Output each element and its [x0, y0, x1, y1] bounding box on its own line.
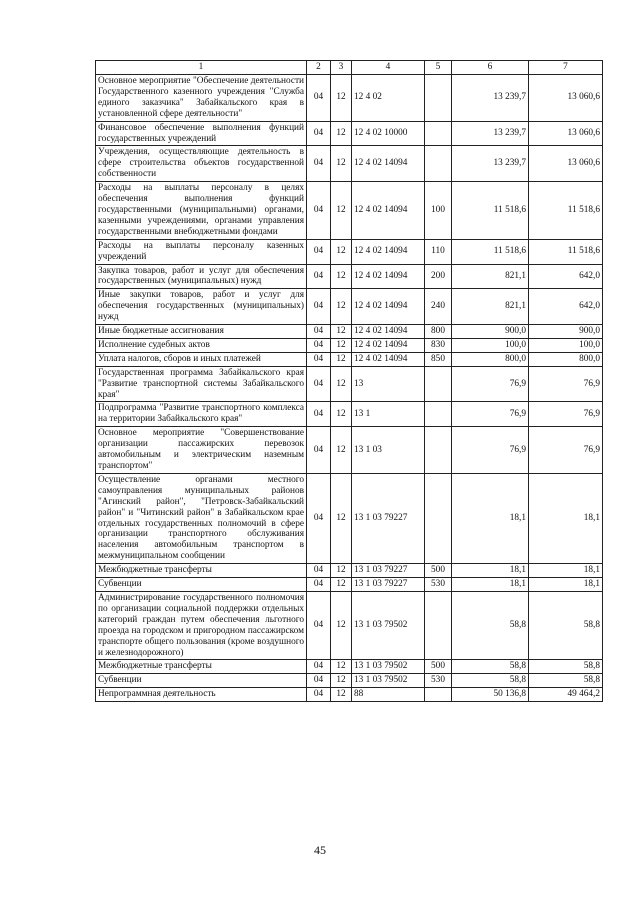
target-article-code: 13 1 03 79227	[352, 578, 425, 592]
header-cell: 5	[425, 61, 452, 75]
subsection-code: 12	[331, 75, 352, 122]
amount-year-2: 11 518,6	[529, 239, 603, 264]
expense-type-code	[425, 75, 452, 122]
table-row	[96, 427, 603, 474]
row-description: Расходы на выплаты персоналу в целях обеспечения выполнения функций государственными (муниципальными) органами, казенными учреждениями, органами управления государственными внебюджетными фондами	[96, 182, 307, 240]
amount-year-2: 58,8	[529, 674, 603, 688]
amount-year-1: 18,1	[452, 578, 529, 592]
section-code: 04	[307, 564, 331, 578]
table-row	[96, 75, 603, 122]
section-code: 04	[307, 239, 331, 264]
amount-year-1: 821,1	[452, 264, 529, 289]
subsection-code: 12	[331, 146, 352, 182]
row-description: Финансовое обеспечение выполнения функций государственных учреждений	[96, 121, 307, 146]
target-article-code: 12 4 02 14094	[352, 264, 425, 289]
section-code: 04	[307, 338, 331, 352]
section-code: 04	[307, 578, 331, 592]
amount-year-2: 642,0	[529, 289, 603, 325]
table-row	[96, 660, 603, 674]
section-code: 04	[307, 325, 331, 339]
section-code: 04	[307, 402, 331, 427]
section-code: 04	[307, 427, 331, 474]
amount-year-1: 58,8	[452, 591, 529, 659]
amount-year-1: 100,0	[452, 338, 529, 352]
subsection-code: 12	[331, 366, 352, 402]
expense-type-code	[425, 402, 452, 427]
row-description: Подпрограмма "Развитие транспортного комплекса на территории Забайкальского края"	[96, 402, 307, 427]
table-row	[96, 325, 603, 339]
target-article-code: 88	[352, 688, 425, 702]
expense-type-code: 530	[425, 674, 452, 688]
target-article-code: 13 1 03 79502	[352, 674, 425, 688]
expense-type-code	[425, 591, 452, 659]
section-code: 04	[307, 352, 331, 366]
amount-year-1: 800,0	[452, 352, 529, 366]
amount-year-2: 13 060,6	[529, 146, 603, 182]
amount-year-1: 13 239,7	[452, 146, 529, 182]
target-article-code: 13 1 03 79502	[352, 660, 425, 674]
subsection-code: 12	[331, 352, 352, 366]
row-description: Администрирование государственного полномочия по организации социальной поддержки отдельных категорий граждан путем обеспечения льготного проезда на городском и пригородном пассажирском транспорте общего пользования (кроме воздушного и железнодорожного)	[96, 591, 307, 659]
row-description: Закупка товаров, работ и услуг для обеспечения государственных (муниципальных) нужд	[96, 264, 307, 289]
amount-year-2: 642,0	[529, 264, 603, 289]
header-cell: 3	[331, 61, 352, 75]
subsection-code: 12	[331, 402, 352, 427]
amount-year-1: 821,1	[452, 289, 529, 325]
expense-type-code	[425, 146, 452, 182]
section-code: 04	[307, 366, 331, 402]
row-description: Осуществление органами местного самоуправления муниципальных районов "Агинский район", "Петровск-Забайкальский район" и "Читинский район" в Забайкальском крае отдельных государственных полномочий в сфере организации транспортного обслуживания населения автомобильным транспортом в межмуниципальном сообщении	[96, 473, 307, 563]
amount-year-2: 13 060,6	[529, 121, 603, 146]
row-description: Основное мероприятие "Совершенствование организации пассажирских перевозок автомобильным и электрическим наземным транспортом"	[96, 427, 307, 474]
amount-year-2: 76,9	[529, 402, 603, 427]
expense-type-code	[425, 427, 452, 474]
amount-year-1: 900,0	[452, 325, 529, 339]
table-row	[96, 289, 603, 325]
table-row	[96, 338, 603, 352]
header-cell: 6	[452, 61, 529, 75]
subsection-code: 12	[331, 121, 352, 146]
expense-type-code: 850	[425, 352, 452, 366]
target-article-code: 13	[352, 366, 425, 402]
expense-type-code: 240	[425, 289, 452, 325]
target-article-code: 13 1 03 79227	[352, 564, 425, 578]
target-article-code: 12 4 02 14094	[352, 325, 425, 339]
budget-table	[95, 60, 603, 702]
table-row	[96, 688, 603, 702]
amount-year-1: 11 518,6	[452, 182, 529, 240]
subsection-code: 12	[331, 674, 352, 688]
amount-year-2: 76,9	[529, 427, 603, 474]
target-article-code: 13 1 03 79502	[352, 591, 425, 659]
subsection-code: 12	[331, 427, 352, 474]
subsection-code: 12	[331, 289, 352, 325]
target-article-code: 13 1	[352, 402, 425, 427]
expense-type-code: 100	[425, 182, 452, 240]
table-row	[96, 564, 603, 578]
amount-year-2: 100,0	[529, 338, 603, 352]
table-row	[96, 674, 603, 688]
amount-year-2: 18,1	[529, 473, 603, 563]
target-article-code: 13 1 03 79227	[352, 473, 425, 563]
subsection-code: 12	[331, 182, 352, 240]
header-cell: 4	[352, 61, 425, 75]
table-row	[96, 352, 603, 366]
page-number: 45	[314, 843, 326, 857]
table-row	[96, 473, 603, 563]
expense-type-code: 530	[425, 578, 452, 592]
row-description: Основное мероприятие "Обеспечение деятельности Государственного казенного учреждения "Служба единого заказчика" Забайкальского края в установленной сфере деятельности"	[96, 75, 307, 122]
amount-year-2: 13 060,6	[529, 75, 603, 122]
header-cell: 7	[529, 61, 603, 75]
target-article-code: 12 4 02 14094	[352, 338, 425, 352]
expense-type-code	[425, 688, 452, 702]
table-row	[96, 591, 603, 659]
amount-year-2: 18,1	[529, 564, 603, 578]
row-description: Иные бюджетные ассигнования	[96, 325, 307, 339]
row-description: Субвенции	[96, 674, 307, 688]
subsection-code: 12	[331, 325, 352, 339]
table-row	[96, 264, 603, 289]
expense-type-code: 500	[425, 564, 452, 578]
expense-type-code: 110	[425, 239, 452, 264]
subsection-code: 12	[331, 660, 352, 674]
amount-year-1: 50 136,8	[452, 688, 529, 702]
amount-year-1: 18,1	[452, 473, 529, 563]
amount-year-1: 11 518,6	[452, 239, 529, 264]
subsection-code: 12	[331, 591, 352, 659]
section-code: 04	[307, 688, 331, 702]
amount-year-1: 13 239,7	[452, 75, 529, 122]
section-code: 04	[307, 660, 331, 674]
section-code: 04	[307, 674, 331, 688]
amount-year-2: 800,0	[529, 352, 603, 366]
row-description: Учреждения, осуществляющие деятельность в сфере строительства объектов государственной собственности	[96, 146, 307, 182]
section-code: 04	[307, 75, 331, 122]
section-code: 04	[307, 289, 331, 325]
subsection-code: 12	[331, 688, 352, 702]
target-article-code: 13 1 03	[352, 427, 425, 474]
row-description: Государственная программа Забайкальского края "Развитие транспортной системы Забайкальского края"	[96, 366, 307, 402]
target-article-code: 12 4 02 14094	[352, 182, 425, 240]
row-description: Межбюджетные трансферты	[96, 660, 307, 674]
table-row	[96, 402, 603, 427]
row-description: Иные закупки товаров, работ и услуг для обеспечения государственных (муниципальных) нужд	[96, 289, 307, 325]
target-article-code: 12 4 02	[352, 75, 425, 122]
header-row	[96, 61, 603, 75]
section-code: 04	[307, 146, 331, 182]
amount-year-1: 18,1	[452, 564, 529, 578]
row-description: Субвенции	[96, 578, 307, 592]
amount-year-1: 76,9	[452, 427, 529, 474]
amount-year-2: 58,8	[529, 591, 603, 659]
target-article-code: 12 4 02 14094	[352, 239, 425, 264]
amount-year-1: 76,9	[452, 366, 529, 402]
expense-type-code: 830	[425, 338, 452, 352]
amount-year-2: 18,1	[529, 578, 603, 592]
subsection-code: 12	[331, 264, 352, 289]
table-row	[96, 239, 603, 264]
amount-year-2: 76,9	[529, 366, 603, 402]
amount-year-2: 900,0	[529, 325, 603, 339]
expense-type-code: 800	[425, 325, 452, 339]
amount-year-1: 58,8	[452, 674, 529, 688]
row-description: Расходы на выплаты персоналу казенных учреждений	[96, 239, 307, 264]
row-description: Непрограммная деятельность	[96, 688, 307, 702]
expense-type-code: 500	[425, 660, 452, 674]
subsection-code: 12	[331, 578, 352, 592]
section-code: 04	[307, 473, 331, 563]
amount-year-1: 58,8	[452, 660, 529, 674]
subsection-code: 12	[331, 473, 352, 563]
row-description: Межбюджетные трансферты	[96, 564, 307, 578]
expense-type-code	[425, 121, 452, 146]
table-row	[96, 366, 603, 402]
amount-year-1: 13 239,7	[452, 121, 529, 146]
amount-year-2: 11 518,6	[529, 182, 603, 240]
table-row	[96, 146, 603, 182]
subsection-code: 12	[331, 564, 352, 578]
section-code: 04	[307, 591, 331, 659]
subsection-code: 12	[331, 239, 352, 264]
expense-type-code: 200	[425, 264, 452, 289]
header-cell: 2	[307, 61, 331, 75]
amount-year-2: 49 464,2	[529, 688, 603, 702]
amount-year-2: 58,8	[529, 660, 603, 674]
target-article-code: 12 4 02 14094	[352, 146, 425, 182]
expense-type-code	[425, 366, 452, 402]
header-cell: 1	[96, 61, 307, 75]
table-row	[96, 121, 603, 146]
row-description: Исполнение судебных актов	[96, 338, 307, 352]
target-article-code: 12 4 02 14094	[352, 289, 425, 325]
section-code: 04	[307, 264, 331, 289]
section-code: 04	[307, 182, 331, 240]
subsection-code: 12	[331, 338, 352, 352]
target-article-code: 12 4 02 10000	[352, 121, 425, 146]
row-description: Уплата налогов, сборов и иных платежей	[96, 352, 307, 366]
table-row	[96, 182, 603, 240]
amount-year-1: 76,9	[452, 402, 529, 427]
expense-type-code	[425, 473, 452, 563]
section-code: 04	[307, 121, 331, 146]
table-row	[96, 578, 603, 592]
target-article-code: 12 4 02 14094	[352, 352, 425, 366]
